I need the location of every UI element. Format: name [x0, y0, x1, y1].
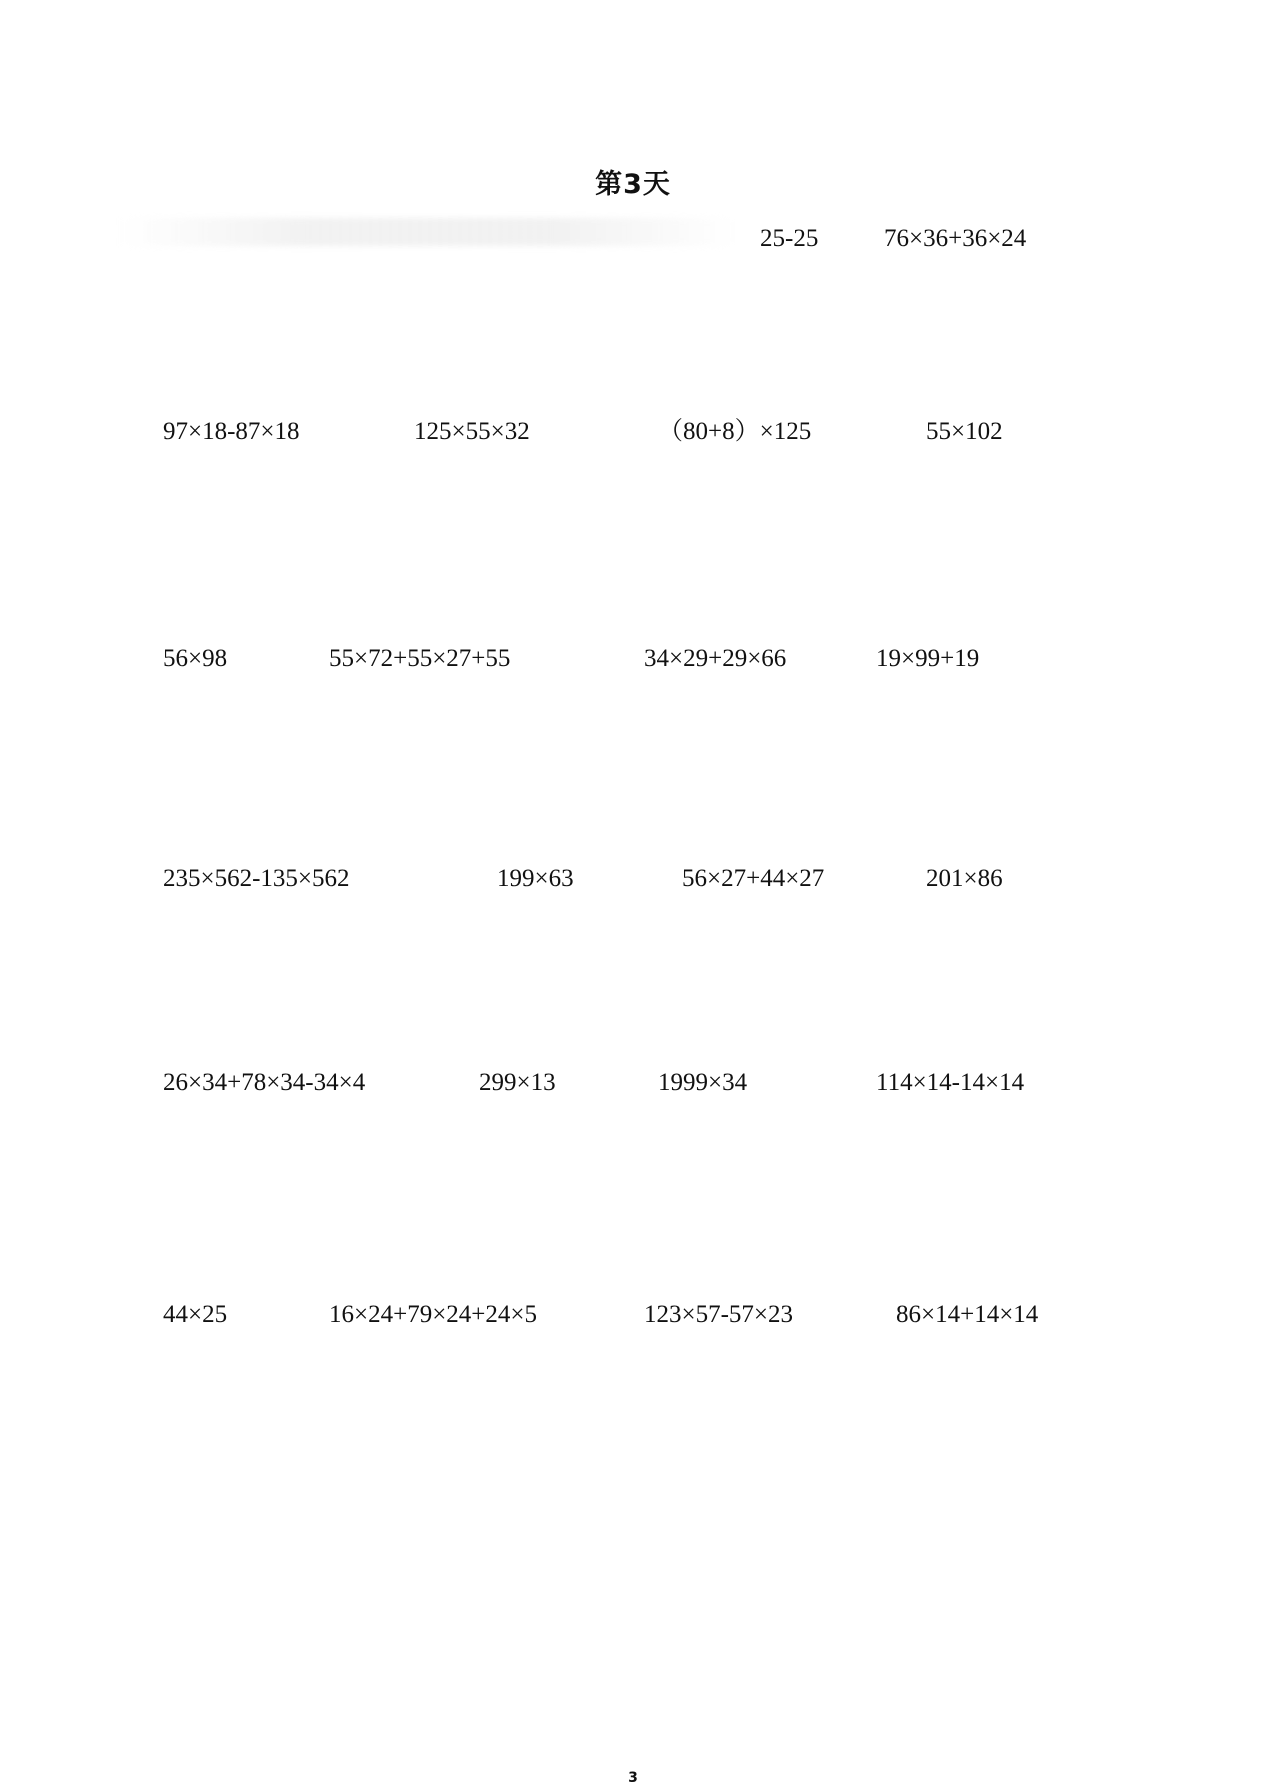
problem-15: 26×34+78×34-34×4	[163, 1069, 366, 1096]
problem-7: 56×98	[163, 645, 228, 672]
problem-11: 235×562-135×562	[163, 865, 350, 892]
problem-19: 44×25	[163, 1301, 228, 1328]
problem-3: 97×18-87×18	[163, 418, 300, 445]
problem-10: 19×99+19	[876, 645, 980, 672]
problem-14: 201×86	[926, 865, 1003, 892]
problem-17: 1999×34	[658, 1069, 748, 1096]
problem-8: 55×72+55×27+55	[329, 645, 511, 672]
problem-6: 55×102	[926, 418, 1003, 445]
problem-18: 114×14-14×14	[876, 1069, 1025, 1096]
problem-20: 16×24+79×24+24×5	[329, 1301, 537, 1328]
problem-13: 56×27+44×27	[682, 865, 825, 892]
problem-4: 125×55×32	[414, 418, 530, 445]
problem-9: 34×29+29×66	[644, 645, 787, 672]
page-title: 第3天	[595, 169, 671, 200]
problem-1: 25-25	[760, 225, 819, 252]
problem-5: （80+8）×125	[658, 418, 812, 445]
problem-12: 199×63	[497, 865, 574, 892]
problem-16: 299×13	[479, 1069, 556, 1096]
problem-2: 76×36+36×24	[884, 225, 1027, 252]
problem-21: 123×57-57×23	[644, 1301, 794, 1328]
problem-22: 86×14+14×14	[896, 1301, 1039, 1328]
page-number: 3	[628, 1770, 638, 1786]
scan-smudge	[118, 218, 738, 246]
